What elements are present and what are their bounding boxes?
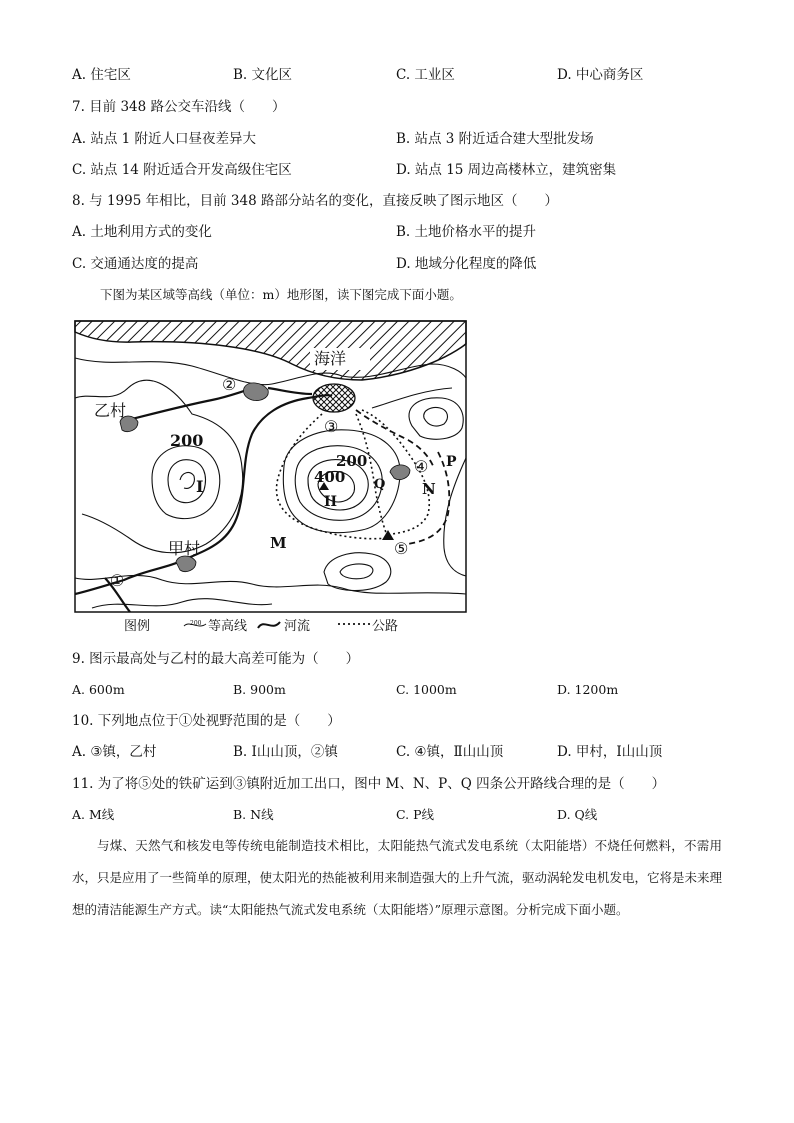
map-intro: 下图为某区域等高线（单位：m）地形图，读下图完成下面小题。 bbox=[100, 287, 462, 302]
marker-4: ④ bbox=[414, 457, 429, 476]
label-n: N bbox=[422, 480, 436, 498]
town-3 bbox=[313, 384, 355, 412]
q9-option-d: D. 1200m bbox=[557, 682, 619, 697]
q8-option-a: A. 土地利用方式的变化 bbox=[72, 224, 212, 240]
q11-stem-line bbox=[0, 773, 794, 795]
label-p: P bbox=[446, 454, 457, 470]
legend-river: 河流 bbox=[284, 619, 311, 634]
q7-options-row2 bbox=[0, 159, 794, 181]
q8-option-d: D. 地域分化程度的降低 bbox=[396, 256, 537, 272]
q7-option-c: C. 站点 14 附近适合开发高级住宅区 bbox=[72, 162, 292, 178]
q8-stem: 8. 与 1995 年相比，目前 348 路部分站名的变化，直接反映了图示地区（ ） bbox=[72, 193, 558, 209]
q6-options bbox=[0, 64, 794, 86]
q7-option-a: A. 站点 1 附近人口昼夜差异大 bbox=[72, 131, 257, 147]
q7-options-row1 bbox=[0, 128, 794, 150]
q11-option-d: D. Q线 bbox=[557, 807, 598, 822]
q9-option-b: B. 900m bbox=[233, 682, 286, 697]
q11-options bbox=[0, 804, 794, 826]
marker-1: ① bbox=[110, 571, 125, 590]
q10-option-a: A. ③镇，乙村 bbox=[72, 744, 157, 760]
q6-option-c: C. 工业区 bbox=[396, 67, 455, 83]
q6-option-a: A. 住宅区 bbox=[72, 67, 131, 83]
marker-5: ⑤ bbox=[394, 539, 409, 558]
q9-option-c: C. 1000m bbox=[396, 682, 457, 697]
q11-option-a: A. M线 bbox=[72, 807, 115, 822]
contour-label-200-left: 200 bbox=[170, 431, 204, 450]
ocean-label: 海洋 bbox=[314, 349, 347, 368]
q11-option-b: B. N线 bbox=[233, 807, 274, 822]
q10-option-c: C. ④镇，Ⅱ山山顶 bbox=[396, 744, 504, 760]
q9-option-a: A. 600m bbox=[72, 682, 125, 697]
q10-options bbox=[0, 741, 794, 763]
solar-tower-paragraph: 与煤、天然气和核发电等传统电能制造技术相比，太阳能热气流式发电系统（太阳能塔）不烧任何燃料，不需用水，只是应用了一些简单的原理，使太阳光的热能被利用来制造强大的上升气流，驱动涡轮发电机发电，它将是未来理想的清洁能源生产方式。读“太阳能热气流式发电系统（太阳能塔）”原理示意图。分析完成下面小题。 bbox=[72, 838, 723, 917]
q9-options bbox=[0, 679, 794, 701]
q8-options-row1 bbox=[0, 221, 794, 243]
legend-road: 公路 bbox=[372, 619, 399, 634]
q8-options-row2 bbox=[0, 253, 794, 275]
q8-option-c: C. 交通通达度的提高 bbox=[72, 256, 199, 272]
q10-option-b: B. Ⅰ山山顶，②镇 bbox=[233, 744, 338, 760]
legend-river-sample bbox=[258, 622, 280, 628]
q7-option-d: D. 站点 15 周边高楼林立，建筑密集 bbox=[396, 162, 617, 178]
contour-map bbox=[72, 318, 472, 640]
peak-1-label: I bbox=[196, 477, 204, 496]
legend-contour: 等高线 bbox=[208, 619, 248, 634]
q8-option-b: B. 土地价格水平的提升 bbox=[396, 224, 537, 240]
legend-contour-value: 200 bbox=[190, 620, 202, 627]
village-jia-label: 甲村 bbox=[168, 539, 201, 558]
q8-stem-line bbox=[0, 190, 794, 212]
contour-label-200-right: 200 bbox=[336, 452, 368, 470]
q7-stem: 7. 目前 348 路公交车沿线（ ） bbox=[72, 99, 286, 115]
marker-2: ② bbox=[222, 375, 237, 394]
q9-stem-line bbox=[0, 648, 794, 670]
label-m: M bbox=[270, 534, 287, 552]
q6-option-d: D. 中心商务区 bbox=[557, 67, 644, 83]
q9-stem: 9. 图示最高处与乙村的最大高差可能为（ ） bbox=[72, 651, 360, 667]
q10-option-d: D. 甲村，Ⅰ山山顶 bbox=[557, 744, 663, 760]
label-q: Q bbox=[374, 477, 386, 492]
q10-stem-line bbox=[0, 710, 794, 732]
q7-option-b: B. 站点 3 附近适合建大型批发场 bbox=[396, 131, 594, 147]
marker-3: ③ bbox=[324, 417, 339, 436]
peak-2-label: II bbox=[324, 494, 338, 510]
q7-stem-line bbox=[0, 96, 794, 118]
contour-label-400: 400 bbox=[314, 468, 346, 486]
q6-option-b: B. 文化区 bbox=[233, 67, 293, 83]
solar-tower-intro bbox=[72, 830, 722, 926]
q11-stem: 11. 为了将⑤处的铁矿运到③镇附近加工出口，图中 M、N、P、Q 四条公开路线合理的是（ ） bbox=[72, 776, 666, 792]
q11-option-c: C. P线 bbox=[396, 807, 434, 822]
q10-stem: 10. 下列地点位于①处视野范围的是（ ） bbox=[72, 713, 341, 729]
legend-title: 图例 bbox=[124, 619, 151, 634]
village-yi-label: 乙村 bbox=[94, 401, 127, 420]
